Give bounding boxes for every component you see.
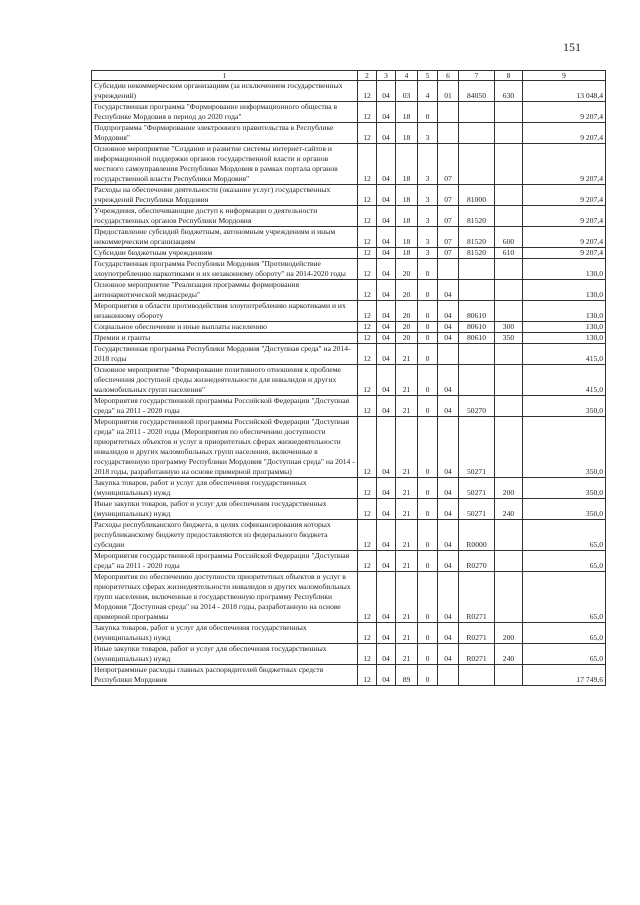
table-row [92, 551, 606, 572]
code-cell: 21 [396, 344, 418, 365]
code-cell: 04 [377, 644, 396, 665]
row-name-cell: Мероприятия государственной программы Российской Федерации "Доступная среда" на 2011 - 2020 годы [92, 396, 358, 417]
code-cell: 12 [358, 322, 377, 333]
code-cell: 04 [438, 478, 459, 499]
code-cell: 200 [495, 478, 523, 499]
code-cell: 0 [418, 280, 438, 301]
code-cell: 12 [358, 102, 377, 123]
code-cell: 20 [396, 333, 418, 344]
code-cell: 3 [418, 248, 438, 259]
code-cell: 04 [438, 333, 459, 344]
table-row [92, 248, 606, 259]
code-cell: 12 [358, 417, 377, 478]
code-cell: 0 [418, 396, 438, 417]
code-cell [495, 520, 523, 551]
code-cell [495, 259, 523, 280]
amount-cell: 9 207,4 [523, 102, 606, 123]
code-cell: 0 [418, 322, 438, 333]
code-cell: 81520 [459, 248, 495, 259]
code-cell: 12 [358, 572, 377, 623]
table-header-row [92, 71, 606, 81]
code-cell: 04 [377, 333, 396, 344]
table-row [92, 322, 606, 333]
code-cell [495, 102, 523, 123]
code-cell: 04 [377, 344, 396, 365]
code-cell: 04 [377, 365, 396, 396]
code-cell: 21 [396, 572, 418, 623]
row-name-cell: Непрограммные расходы главных распорядителей бюджетных средств Республики Мордовия [92, 665, 358, 686]
code-cell [438, 344, 459, 365]
code-cell: 50271 [459, 417, 495, 478]
code-cell: 21 [396, 644, 418, 665]
code-cell: 12 [358, 301, 377, 322]
code-cell: 12 [358, 644, 377, 665]
code-cell [438, 123, 459, 144]
code-cell: 12 [358, 81, 377, 102]
code-cell [495, 123, 523, 144]
row-name-cell: Предоставление субсидий бюджетным, автономным учреждениям и иным некоммерческим организациям [92, 227, 358, 248]
row-name-cell: Субсидии некоммерческим организациям (за исключением государственных учреждений) [92, 81, 358, 102]
table-row [92, 365, 606, 396]
code-cell: R0271 [459, 572, 495, 623]
code-cell [459, 344, 495, 365]
code-cell: 240 [495, 499, 523, 520]
code-cell [459, 280, 495, 301]
code-cell [495, 365, 523, 396]
amount-cell: 415,0 [523, 344, 606, 365]
code-cell: 21 [396, 520, 418, 551]
code-cell: 21 [396, 551, 418, 572]
column-header: 7 [459, 71, 495, 81]
table-row [92, 478, 606, 499]
code-cell: 07 [438, 206, 459, 227]
row-name-cell: Государственная программа Республики Мордовия "Противодействие злоупотреблению наркотиками и их незаконному обороту" на 2014-2020 годы [92, 259, 358, 280]
code-cell: 600 [495, 227, 523, 248]
amount-cell: 65,0 [523, 572, 606, 623]
code-cell: 89 [396, 665, 418, 686]
code-cell: 04 [377, 185, 396, 206]
row-name-cell: Основное мероприятие "Создание и развитие системы интернет-сайтов и информационной поддержки органов государственной власти и органов местного самоуправления Республики Мордовия в рамках портала органов государственной власти Республики Мордовия" [92, 144, 358, 185]
amount-cell: 17 749,6 [523, 665, 606, 686]
row-name-cell: Подпрограмма "Формирование электронного правительства в Республике Мордовия" [92, 123, 358, 144]
code-cell [459, 665, 495, 686]
code-cell: 300 [495, 322, 523, 333]
column-header: 4 [396, 71, 418, 81]
code-cell: 18 [396, 144, 418, 185]
row-name-cell: Расходы республиканского бюджета, в целях софинансирования которых республиканскому бюджету предоставляются из федерального бюджета субсидии [92, 520, 358, 551]
code-cell: 0 [418, 644, 438, 665]
table-row [92, 123, 606, 144]
table-row [92, 572, 606, 623]
table-row [92, 102, 606, 123]
code-cell: 630 [495, 81, 523, 102]
table-row [92, 206, 606, 227]
code-cell: 12 [358, 396, 377, 417]
code-cell [495, 396, 523, 417]
code-cell: R0270 [459, 551, 495, 572]
code-cell: 12 [358, 478, 377, 499]
code-cell: 21 [396, 396, 418, 417]
row-name-cell: Расходы на обеспечение деятельности (оказание услуг) государственных учреждений Республики Мордовия [92, 185, 358, 206]
code-cell: 12 [358, 144, 377, 185]
code-cell: 12 [358, 623, 377, 644]
code-cell: 12 [358, 248, 377, 259]
code-cell: 18 [396, 206, 418, 227]
code-cell: 3 [418, 227, 438, 248]
code-cell: 12 [358, 499, 377, 520]
code-cell: 0 [418, 499, 438, 520]
code-cell: 3 [418, 185, 438, 206]
code-cell: 04 [377, 572, 396, 623]
code-cell: 04 [438, 417, 459, 478]
table-row [92, 144, 606, 185]
code-cell: 04 [438, 322, 459, 333]
amount-cell: 350,0 [523, 417, 606, 478]
code-cell: 12 [358, 227, 377, 248]
code-cell: R0271 [459, 623, 495, 644]
code-cell [495, 344, 523, 365]
table-row [92, 227, 606, 248]
code-cell [495, 572, 523, 623]
column-header: 8 [495, 71, 523, 81]
amount-cell: 415,0 [523, 365, 606, 396]
code-cell: 0 [418, 301, 438, 322]
code-cell: 04 [438, 280, 459, 301]
code-cell: 03 [396, 81, 418, 102]
code-cell: 0 [418, 344, 438, 365]
code-cell: 07 [438, 227, 459, 248]
row-name-cell: Иные закупки товаров, работ и услуг для обеспечения государственных (муниципальных) нужд [92, 499, 358, 520]
code-cell: 04 [377, 248, 396, 259]
code-cell: 04 [438, 572, 459, 623]
code-cell: 0 [418, 572, 438, 623]
code-cell [459, 123, 495, 144]
code-cell: 3 [418, 123, 438, 144]
row-name-cell: Иные закупки товаров, работ и услуг для обеспечения государственных (муниципальных) нужд [92, 644, 358, 665]
row-name-cell: Основное мероприятие "Формирование позитивного отношения к проблеме обеспечения доступной среды жизнедеятельности для инвалидов и других маломобильных групп населения" [92, 365, 358, 396]
code-cell: 12 [358, 280, 377, 301]
code-cell: 04 [377, 665, 396, 686]
code-cell: 04 [377, 123, 396, 144]
amount-cell: 65,0 [523, 551, 606, 572]
amount-cell: 65,0 [523, 623, 606, 644]
code-cell: 07 [438, 185, 459, 206]
code-cell: 04 [438, 396, 459, 417]
row-name-cell: Мероприятия в области противодействия злоупотреблению наркотиками и их незаконному обороту [92, 301, 358, 322]
table-row [92, 396, 606, 417]
table-row [92, 344, 606, 365]
column-header: 9 [523, 71, 606, 81]
code-cell [495, 665, 523, 686]
code-cell: 04 [377, 551, 396, 572]
code-cell: 12 [358, 333, 377, 344]
code-cell: 50271 [459, 499, 495, 520]
code-cell [459, 102, 495, 123]
code-cell: 12 [358, 259, 377, 280]
code-cell: R0271 [459, 644, 495, 665]
code-cell: 0 [418, 417, 438, 478]
column-header: 3 [377, 71, 396, 81]
code-cell: 240 [495, 644, 523, 665]
code-cell: 350 [495, 333, 523, 344]
code-cell [495, 280, 523, 301]
row-name-cell: Государственная программа "Формирование информационного общества в Республике Мордовия в период до 2020 года" [92, 102, 358, 123]
code-cell: 0 [418, 478, 438, 499]
code-cell: 20 [396, 322, 418, 333]
code-cell: 50270 [459, 396, 495, 417]
amount-cell: 9 207,4 [523, 144, 606, 185]
code-cell [438, 665, 459, 686]
amount-cell: 9 207,4 [523, 227, 606, 248]
amount-cell: 350,0 [523, 478, 606, 499]
row-name-cell: Мероприятия государственной программы Российской Федерации "Доступная среда" на 2011 - 2020 годы [92, 551, 358, 572]
code-cell: 18 [396, 227, 418, 248]
budget-table [91, 70, 606, 686]
table-row [92, 301, 606, 322]
amount-cell: 13 048,4 [523, 81, 606, 102]
code-cell: 04 [377, 417, 396, 478]
amount-cell: 130,0 [523, 333, 606, 344]
code-cell: 04 [377, 102, 396, 123]
row-name-cell: Основное мероприятие "Реализация программы формирования антинаркотической медиасреды" [92, 280, 358, 301]
code-cell: 81520 [459, 227, 495, 248]
table-row [92, 259, 606, 280]
code-cell: 04 [438, 301, 459, 322]
code-cell: 50271 [459, 478, 495, 499]
code-cell: 12 [358, 365, 377, 396]
row-name-cell: Мероприятия государственной программы Российской Федерации "Доступная среда" на 2011 - 2020 годы (Мероприятия по обеспечению доступности приоритетных объектов и услуг в приоритетных сферах жизнедеятельности инвалидов и других маломобильных групп населения, включенные в государственную программу Республики Мордовия "Доступная среда" на 2014 - 2018 годы, разработанную на основе примерной программы) [92, 417, 358, 478]
code-cell: 04 [377, 499, 396, 520]
code-cell: 18 [396, 248, 418, 259]
code-cell: 04 [377, 206, 396, 227]
code-cell: 12 [358, 344, 377, 365]
code-cell: 01 [438, 81, 459, 102]
code-cell: 80610 [459, 301, 495, 322]
table-row [92, 644, 606, 665]
row-name-cell: Мероприятия по обеспечению доступности приоритетных объектов и услуг в приоритетных сферах жизнедеятельности инвалидов и других маломобильных групп населения, включенные в государственную программу Республики Мордовия "Доступная среда" на 2014 - 2018 годы, разработанную на основе примерной программы [92, 572, 358, 623]
code-cell: 610 [495, 248, 523, 259]
table-row [92, 665, 606, 686]
amount-cell: 9 207,4 [523, 206, 606, 227]
code-cell: 04 [377, 144, 396, 185]
code-cell: 12 [358, 206, 377, 227]
code-cell: 04 [377, 259, 396, 280]
amount-cell: 130,0 [523, 322, 606, 333]
code-cell: 04 [377, 396, 396, 417]
code-cell: 21 [396, 417, 418, 478]
code-cell: 18 [396, 102, 418, 123]
code-cell: 04 [377, 81, 396, 102]
code-cell: R0000 [459, 520, 495, 551]
code-cell: 4 [418, 81, 438, 102]
code-cell: 04 [377, 227, 396, 248]
column-header: 6 [438, 71, 459, 81]
code-cell: 21 [396, 499, 418, 520]
code-cell: 0 [418, 665, 438, 686]
amount-cell: 130,0 [523, 301, 606, 322]
code-cell [459, 365, 495, 396]
code-cell: 18 [396, 123, 418, 144]
code-cell: 12 [358, 551, 377, 572]
row-name-cell: Субсидии бюджетным учреждениям [92, 248, 358, 259]
code-cell: 12 [358, 185, 377, 206]
column-header: 1 [92, 71, 358, 81]
code-cell: 0 [418, 520, 438, 551]
code-cell: 07 [438, 248, 459, 259]
row-name-cell: Закупка товаров, работ и услуг для обеспечения государственных (муниципальных) нужд [92, 623, 358, 644]
code-cell [459, 259, 495, 280]
amount-cell: 130,0 [523, 259, 606, 280]
amount-cell: 130,0 [523, 280, 606, 301]
code-cell: 3 [418, 206, 438, 227]
table-row [92, 185, 606, 206]
code-cell: 0 [418, 365, 438, 396]
amount-cell: 350,0 [523, 396, 606, 417]
table-row [92, 417, 606, 478]
amount-cell: 9 207,4 [523, 248, 606, 259]
code-cell: 04 [438, 365, 459, 396]
amount-cell: 9 207,4 [523, 123, 606, 144]
code-cell [495, 185, 523, 206]
code-cell: 18 [396, 185, 418, 206]
table-row [92, 623, 606, 644]
code-cell [495, 551, 523, 572]
code-cell: 20 [396, 301, 418, 322]
code-cell: 21 [396, 478, 418, 499]
code-cell: 07 [438, 144, 459, 185]
code-cell: 04 [377, 520, 396, 551]
code-cell: 20 [396, 280, 418, 301]
row-name-cell: Учреждения, обеспечивающие доступ к информации о деятельности государственных органов Республики Мордовия [92, 206, 358, 227]
row-name-cell: Премии и гранты [92, 333, 358, 344]
amount-cell: 65,0 [523, 520, 606, 551]
code-cell: 200 [495, 623, 523, 644]
code-cell: 04 [377, 280, 396, 301]
table-row [92, 333, 606, 344]
code-cell: 0 [418, 623, 438, 644]
page-number: 151 [563, 40, 581, 54]
code-cell: 04 [438, 644, 459, 665]
code-cell: 81000 [459, 185, 495, 206]
column-header: 5 [418, 71, 438, 81]
code-cell: 12 [358, 665, 377, 686]
code-cell [438, 259, 459, 280]
code-cell: 04 [438, 551, 459, 572]
code-cell: 04 [377, 301, 396, 322]
code-cell: 21 [396, 623, 418, 644]
code-cell [459, 144, 495, 185]
amount-cell: 65,0 [523, 644, 606, 665]
code-cell: 84050 [459, 81, 495, 102]
table-body [92, 81, 606, 686]
code-cell: 3 [418, 144, 438, 185]
code-cell [495, 301, 523, 322]
code-cell: 80610 [459, 322, 495, 333]
row-name-cell: Закупка товаров, работ и услуг для обеспечения государственных (муниципальных) нужд [92, 478, 358, 499]
code-cell: 04 [377, 623, 396, 644]
code-cell [495, 417, 523, 478]
row-name-cell: Социальное обеспечение и иные выплаты населению [92, 322, 358, 333]
code-cell: 04 [377, 322, 396, 333]
code-cell: 0 [418, 333, 438, 344]
code-cell: 0 [418, 259, 438, 280]
code-cell [495, 206, 523, 227]
code-cell: 04 [438, 623, 459, 644]
table-row [92, 81, 606, 102]
code-cell: 12 [358, 123, 377, 144]
table-row [92, 280, 606, 301]
table-row [92, 520, 606, 551]
code-cell: 81520 [459, 206, 495, 227]
code-cell: 80610 [459, 333, 495, 344]
code-cell [438, 102, 459, 123]
code-cell: 12 [358, 520, 377, 551]
code-cell: 04 [377, 478, 396, 499]
amount-cell: 9 207,4 [523, 185, 606, 206]
column-header: 2 [358, 71, 377, 81]
code-cell: 04 [438, 499, 459, 520]
code-cell: 0 [418, 551, 438, 572]
code-cell: 0 [418, 102, 438, 123]
table-row [92, 499, 606, 520]
amount-cell: 350,0 [523, 499, 606, 520]
code-cell: 20 [396, 259, 418, 280]
code-cell: 21 [396, 365, 418, 396]
code-cell: 04 [438, 520, 459, 551]
row-name-cell: Государственная программа Республики Мордовия "Доступная среда" на 2014-2018 годы [92, 344, 358, 365]
code-cell [495, 144, 523, 185]
